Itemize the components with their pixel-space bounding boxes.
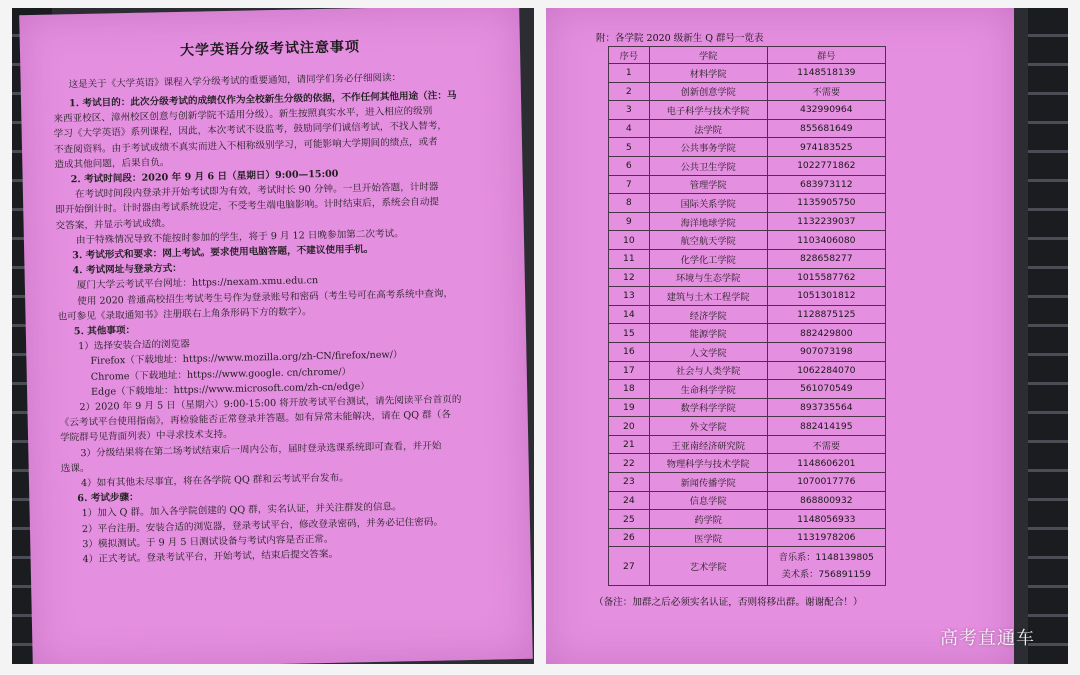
table-row <box>609 287 886 306</box>
notice-line: 由于特殊情况导致不能按时参加的学生，将于 9 月 12 日晚参加第二次考试。 <box>75 228 404 246</box>
notice-line: 选课。 <box>60 462 90 475</box>
row-number: 17 <box>609 361 650 380</box>
notice-line: 不查阅资料。由于考试成绩不真实而进入不相称级别学习，可能影响大学期间的绩点，或者 <box>53 136 438 156</box>
school-name: 艺术学院 <box>649 547 767 586</box>
notice-title: 大学英语分级考试注意事项 <box>179 39 361 59</box>
qq-group-number: 1103406080 <box>767 231 885 250</box>
table-row <box>609 510 886 529</box>
notice-line: 4）正式考试。登录考试平台，开始考试，结束后提交答案。 <box>82 548 339 566</box>
notice-sheet <box>19 8 533 664</box>
right-photo <box>546 8 1068 664</box>
notice-line: 4. 考试网址与登录方式： <box>72 263 182 277</box>
qq-group-number: 974183525 <box>767 138 885 157</box>
notice-line: 3）模拟测试。于 9 月 5 日测试设备与考试内容是否正常。 <box>82 533 334 550</box>
notice-line: 在考试时间段内登录并开始考试即为有效，考试时长 90 分钟。一旦开始答题，计时器 <box>74 181 439 201</box>
qq-group-number: 828658277 <box>767 249 885 268</box>
qq-group-number: 683973112 <box>767 175 885 194</box>
school-name: 国际关系学院 <box>649 194 767 213</box>
row-number: 10 <box>609 231 650 250</box>
table-row <box>609 212 886 231</box>
school-name: 环境与生态学院 <box>649 268 767 287</box>
row-number: 18 <box>609 380 650 399</box>
row-number: 25 <box>609 510 650 529</box>
qq-group-number: 432990964 <box>767 101 885 120</box>
school-name: 化学化工学院 <box>649 249 767 268</box>
group-line: 美术系：756891159 <box>781 569 871 581</box>
notice-line: 交答案，并显示考试成绩。 <box>55 217 171 232</box>
table-row <box>609 249 886 268</box>
notice-line: 1）加入 Q 群。加入各学院创建的 QQ 群，实名认证，并关注群发的信息。 <box>81 501 402 520</box>
row-number: 8 <box>609 194 650 213</box>
qq-group-number: 893735564 <box>767 398 885 417</box>
qq-group-number: 1132239037 <box>767 212 885 231</box>
table-row <box>609 64 886 83</box>
qq-group-number: 1148518139 <box>767 64 885 83</box>
notice-line: 《云考试平台使用指南》，再检验能否正常登录并答题。如有异常未能解决，请在 QQ 群（各 <box>59 409 451 429</box>
table-row <box>609 528 886 547</box>
row-number: 26 <box>609 528 650 547</box>
school-name: 经济学院 <box>649 305 767 324</box>
qq-group-number: 不需要 <box>767 435 885 454</box>
school-name: 新闻传播学院 <box>649 473 767 492</box>
table-row <box>609 380 886 399</box>
column-header: 序号 <box>609 47 650 64</box>
school-name: 能源学院 <box>649 324 767 343</box>
row-number: 4 <box>609 119 650 138</box>
school-name: 建筑与土木工程学院 <box>649 287 767 306</box>
table-row <box>609 175 886 194</box>
table-header-row <box>609 47 886 64</box>
school-name: 航空航天学院 <box>649 231 767 250</box>
notice-line: Firefox（下载地址：https://www.mozilla.org/zh-CN/firefox/new/） <box>90 349 403 368</box>
qq-group-number: 1148606201 <box>767 454 885 473</box>
school-name: 王亚南经济研究院 <box>649 435 767 454</box>
table-row <box>609 547 886 586</box>
school-name: 信息学院 <box>649 491 767 510</box>
notice-line: 6. 考试步骤： <box>77 492 139 505</box>
notice-line: 即开始倒计时。计时器由考试系统设定，不受考生端电脑影响。计时结束后，系统会自动提 <box>55 196 440 217</box>
table-row <box>609 231 886 250</box>
row-number: 6 <box>609 156 650 175</box>
school-name: 外文学院 <box>649 417 767 436</box>
table-note: （备注：加群之后必须实名认证，否则将移出群。谢谢配合！） <box>594 597 863 609</box>
notice-line: 2. 考试时间段：2020 年 9 月 6 日（星期日）9:00—15:00 <box>70 168 339 186</box>
table-row <box>609 138 886 157</box>
photo-separator <box>534 0 546 675</box>
school-name: 人文学院 <box>649 342 767 361</box>
notice-line: 2）2020 年 9 月 5 日（星期六）9:00-15:00 将开放考试平台测试，请先阅读平台首页的 <box>79 394 462 414</box>
notice-intro: 这是关于《大学英语》课程入学分级考试的重要通知，请同学们务必仔细阅读： <box>68 72 402 91</box>
table-row <box>609 268 886 287</box>
table-row <box>609 361 886 380</box>
notice-line: 1）选择安装合适的浏览器 <box>78 339 190 353</box>
row-number: 20 <box>609 417 650 436</box>
row-number: 11 <box>609 249 650 268</box>
school-name: 创新创意学院 <box>649 82 767 101</box>
qq-group-number: 1051301812 <box>767 287 885 306</box>
table-row <box>609 305 886 324</box>
keyboard-background <box>1028 8 1068 664</box>
qq-group-number: 不需要 <box>767 82 885 101</box>
column-header: 群号 <box>767 47 885 64</box>
notice-line: Edge（下载地址：https://www.microsoft.com/zh-cn/edge） <box>91 380 370 398</box>
qq-group-number: 1022771862 <box>767 156 885 175</box>
table-row <box>609 101 886 120</box>
notice-line: 学院群号见背面列表）中寻求技术支持。 <box>59 429 233 445</box>
notice-line: 2）平台注册。安装合适的浏览器，登录考试平台，修改登录密码，并务必记住密码。 <box>81 516 444 535</box>
group-line: 音乐系：1148139805 <box>778 552 874 564</box>
notice-line: 3. 考试形式和要求：网上考试。要求使用电脑答题，不建议使用手机。 <box>72 243 374 262</box>
row-number: 15 <box>609 324 650 343</box>
row-number: 3 <box>609 101 650 120</box>
qq-group-number: 907073198 <box>767 342 885 361</box>
column-header: 学院 <box>649 47 767 64</box>
table-row <box>609 473 886 492</box>
table-row <box>609 454 886 473</box>
watermark-text: 高考直通车 <box>940 628 1035 649</box>
notice-line: 也可参见《录取通知书》注册联右上角条形码下方的数字）。 <box>57 306 312 323</box>
school-name: 物理科学与技术学院 <box>649 454 767 473</box>
row-number: 22 <box>609 454 650 473</box>
notice-line: 来西亚校区、漳州校区创意与创新学院不适用分级）。新生按照真实水平，进入相应的级别 <box>53 105 433 125</box>
qq-group-number: 855681649 <box>767 119 885 138</box>
notice-line: 学习《大学英语》系列课程，因此，本次考试不设监考，鼓励同学们诚信考试，不找人替考， <box>53 120 448 141</box>
qq-group-number: 1148056933 <box>767 510 885 529</box>
table-row <box>609 398 886 417</box>
qq-group-table <box>608 46 886 586</box>
row-number: 1 <box>609 64 650 83</box>
qq-group-number: 1015587762 <box>767 268 885 287</box>
school-name: 社会与人类学院 <box>649 361 767 380</box>
qq-group-number: 1131978206 <box>767 528 885 547</box>
row-number: 14 <box>609 305 650 324</box>
school-name: 医学院 <box>649 528 767 547</box>
table-row <box>609 119 886 138</box>
notice-line: 5. 其他事项： <box>73 324 136 338</box>
table-row <box>609 342 886 361</box>
table-row <box>609 435 886 454</box>
school-name: 公共卫生学院 <box>649 156 767 175</box>
row-number: 5 <box>609 138 650 157</box>
row-number: 27 <box>609 547 650 586</box>
school-name: 生命科学学院 <box>649 380 767 399</box>
row-number: 19 <box>609 398 650 417</box>
table-row <box>609 491 886 510</box>
qq-group-number: 561070549 <box>767 380 885 399</box>
notice-body <box>21 87 531 569</box>
qq-group-number: 1128875125 <box>767 305 885 324</box>
qq-group-number: 1135905750 <box>767 194 885 213</box>
row-number: 23 <box>609 473 650 492</box>
qq-group-number: 882414195 <box>767 417 885 436</box>
notice-line: Chrome（下载地址：https://www.google. cn/chrome/） <box>90 366 352 383</box>
school-name: 药学院 <box>649 510 767 529</box>
row-number: 16 <box>609 342 650 361</box>
qq-group-number: 1070017776 <box>767 473 885 492</box>
table-row <box>609 417 886 436</box>
notice-line: 1. 考试目的：此次分级考试的成绩仅作为全校新生分级的依据，不作任何其他用途（注：马 <box>68 90 457 110</box>
table-row <box>609 156 886 175</box>
row-number: 7 <box>609 175 650 194</box>
qq-group-number: 868800932 <box>767 491 885 510</box>
notice-line: 4）如有其他未尽事宜，将在各学院 QQ 群和云考试平台发布。 <box>80 472 349 490</box>
row-number: 12 <box>609 268 650 287</box>
school-name: 管理学院 <box>649 175 767 194</box>
notice-line: 造成其他问题，后果自负。 <box>54 157 170 171</box>
notice-line: 厦门大学云考试平台网址：https://nexam.xmu.edu.cn <box>76 275 319 292</box>
row-number: 9 <box>609 212 650 231</box>
qq-group-sheet <box>546 8 1014 664</box>
table-row <box>609 82 886 101</box>
school-name: 数学科学学院 <box>649 398 767 417</box>
row-number: 13 <box>609 287 650 306</box>
row-number: 21 <box>609 435 650 454</box>
notice-line: 使用 2020 普通高校招生考试考生号作为登录账号和密码（考生号可在高考系统中查询， <box>77 287 454 307</box>
qq-group-number: 1062284070 <box>767 361 885 380</box>
school-name: 电子科学与技术学院 <box>649 101 767 120</box>
school-name: 材料学院 <box>649 64 767 83</box>
table-row <box>609 194 886 213</box>
school-name: 公共事务学院 <box>649 138 767 157</box>
qq-group-number: 882429800 <box>767 324 885 343</box>
row-number: 24 <box>609 491 650 510</box>
school-name: 海洋地球学院 <box>649 212 767 231</box>
school-name: 法学院 <box>649 119 767 138</box>
qq-group-number <box>767 547 885 586</box>
notice-line: 3）分级结果将在第二场考试结束后一周内公布，届时登录选课系统即可查看，并开始 <box>80 440 442 459</box>
table-caption: 附：各学院 2020 级新生 Q 群号一览表 <box>596 33 764 44</box>
row-number: 2 <box>609 82 650 101</box>
table-row <box>609 324 886 343</box>
left-photo <box>12 8 534 664</box>
